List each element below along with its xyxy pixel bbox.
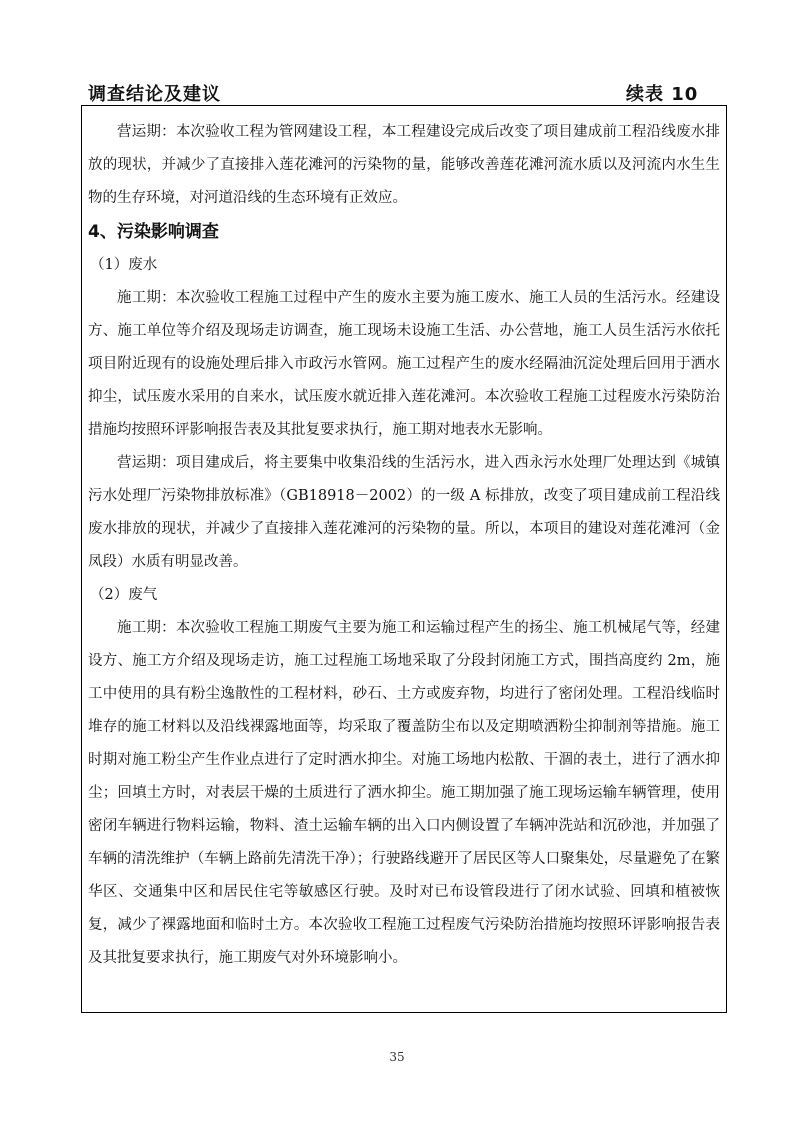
section-heading-pollution-survey: 4、污染影响调查 [88,222,219,242]
subheading-wastewater: （1）废水 [90,257,158,273]
paragraph-wastewater-operation: 营运期：项目建成后，将主要集中收集沿线的生活污水，进入西永污水处理厂处理达到《城镇污水处理厂污染物排放标准》（GB18918－2002）的一级 A 标排放，改变了项目建成前工程沿线废水排放的现状，并减少了直接排入莲花滩河的污染物的量。所以，本项目的建设对莲花滩河（金凤段）水质有明显改善。 [88,455,720,570]
page-number: 35 [389,1050,405,1064]
subheading-exhaust-gas: （2）废气 [90,587,158,603]
content-table-cell [81,105,727,1013]
paragraph-wastewater-construction: 施工期：本次验收工程施工过程中产生的废水主要为施工废水、施工人员的生活污水。经建设方、施工单位等介绍及现场走访调查，施工现场未设施工生活、办公营地，施工人员生活污水依托项目附近现有的设施处理后排入市政污水管网。施工过程产生的废水经隔油沉淀处理后回用于洒水抑尘，试压废水采用的自来水，试压废水就近排入莲花滩河。本次验收工程施工过程废水污染防治措施均按照环评影响报告表及其批复要求执行，施工期对地表水无影响。 [88,290,720,438]
table-continuation-label: 续表 10 [626,84,699,105]
paragraph-operation-ecology: 营运期：本次验收工程为管网建设工程，本工程建设完成后改变了项目建成前工程沿线废水排放的现状，并减少了直接排入莲花滩河的污染物的量，能够改善莲花滩河流水质以及河流内水生生物的生存环境，对河道沿线的生态环境有正效应。 [88,124,720,206]
paragraph-exhaust-construction: 施工期：本次验收工程施工期废气主要为施工和运输过程产生的扬尘、施工机械尾气等，经建设方、施工方介绍及现场走访，施工过程施工场地采取了分段封闭施工方式，围挡高度约 2m，施工中使用的具有粉尘逸散性的工程材料，砂石、土方或废弃物，均进行了密闭处理。工程沿线临时堆存的施工材料以及沿线裸露地面等，均采取了覆盖防尘布以及定期喷洒粉尘抑制剂等措施。施工时期对施工粉尘产生作业点进行了定时洒水抑尘。对施工场地内松散、干涸的表土，进行了洒水抑尘；回填土方时，对表层干燥的土质进行了洒水抑尘。施工期加强了施工现场运输车辆管理，使用密闭车辆进行物料运输，物料、渣土运输车辆的出入口内侧设置了车辆冲洗站和沉砂池，并加强了车辆的清洗维护（车辆上路前先清洗干净）；行驶路线避开了居民区等人口聚集处，尽量避免了在繁华区、交通集中区和居民住宅等敏感区行驶。及时对已布设管段进行了闭水试验、回填和植被恢复，减少了裸露地面和临时土方。本次验收工程施工过程废气污染防治措施均按照环评影响报告表及其批复要求执行，施工期废气对外环境影响小。 [88,620,720,966]
section-title: 调查结论及建议 [88,84,221,105]
